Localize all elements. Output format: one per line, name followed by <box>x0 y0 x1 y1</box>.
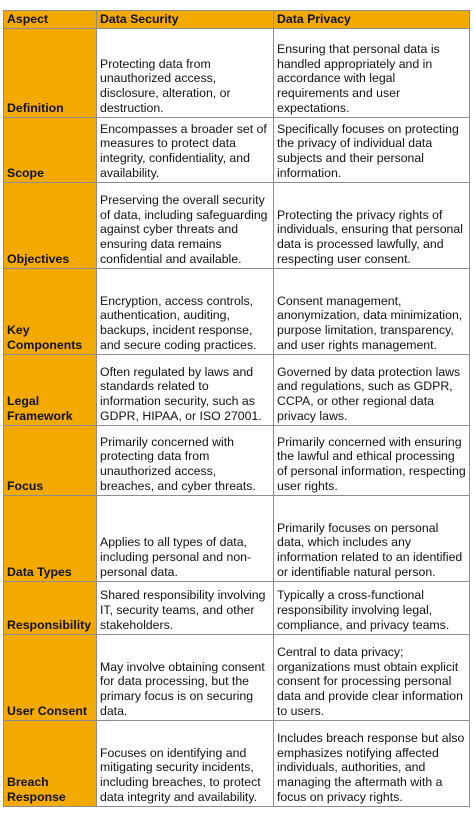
data-privacy-cell: Consent management, anonymization, data minimization, purpose limitation, transparency, and user rights management. <box>274 268 470 354</box>
table-row <box>4 495 470 581</box>
data-security-cell: Shared responsibility involving IT, security teams, and other stakeholders. <box>97 581 274 634</box>
data-privacy-cell: Typically a cross-functional responsibility involving legal, compliance, and privacy teams. <box>274 581 470 634</box>
data-privacy-cell: Primarily concerned with ensuring the lawful and ethical processing of personal information, respecting user rights. <box>274 425 470 495</box>
table-row <box>4 268 470 354</box>
row-aspect-cell: Focus <box>4 425 97 495</box>
row-aspect-cell: Breach Response <box>4 720 97 806</box>
data-privacy-cell: Governed by data protection laws and regulations, such as GDPR, CCPA, or other regional data privacy laws. <box>274 354 470 425</box>
data-security-cell: Protecting data from unauthorized access, disclosure, alteration, or destruction. <box>97 28 274 117</box>
data-privacy-cell: Primarily focuses on personal data, which includes any information related to an identified or identifiable natural person. <box>274 495 470 581</box>
table-row <box>4 28 470 117</box>
comparison-table <box>3 10 470 807</box>
header-aspect: Aspect <box>4 11 97 29</box>
table-row <box>4 720 470 806</box>
data-security-cell: Primarily concerned with protecting data from unauthorized access, breaches, and cyber threats. <box>97 425 274 495</box>
table-row <box>4 425 470 495</box>
data-privacy-cell: Ensuring that personal data is handled appropriately and in accordance with legal requirements and user expectations. <box>274 28 470 117</box>
row-aspect-cell: Scope <box>4 117 97 182</box>
data-privacy-cell: Includes breach response but also emphasizes notifying affected individuals, authorities, and managing the aftermath with a focus on privacy rights. <box>274 720 470 806</box>
table-row <box>4 117 470 182</box>
data-security-cell: Focuses on identifying and mitigating security incidents, including breaches, to protect data integrity and availability. <box>97 720 274 806</box>
table-row <box>4 581 470 634</box>
header-row <box>4 11 470 29</box>
row-aspect-cell: Data Types <box>4 495 97 581</box>
data-security-cell: Often regulated by laws and standards related to information security, such as GDPR, HIPAA, or ISO 27001. <box>97 354 274 425</box>
data-security-cell: Applies to all types of data, including personal and non-personal data. <box>97 495 274 581</box>
data-privacy-cell: Central to data privacy; organizations must obtain explicit consent for processing personal data and provide clear information to users. <box>274 634 470 720</box>
row-aspect-cell: Objectives <box>4 182 97 268</box>
data-security-cell: May involve obtaining consent for data processing, but the primary focus is on securing data. <box>97 634 274 720</box>
data-security-cell: Encompasses a broader set of measures to protect data integrity, confidentiality, and availability. <box>97 117 274 182</box>
data-privacy-cell: Specifically focuses on protecting the privacy of individual data subjects and their personal information. <box>274 117 470 182</box>
table-row <box>4 354 470 425</box>
header-data-security: Data Security <box>97 11 274 29</box>
data-security-cell: Encryption, access controls, authentication, auditing, backups, incident response, and secure coding practices. <box>97 268 274 354</box>
data-privacy-cell: Protecting the privacy rights of individuals, ensuring that personal data is processed lawfully, and respecting user consent. <box>274 182 470 268</box>
row-aspect-cell: Definition <box>4 28 97 117</box>
table-row <box>4 634 470 720</box>
row-aspect-cell: Responsibility <box>4 581 97 634</box>
row-aspect-cell: Key Components <box>4 268 97 354</box>
table-row <box>4 182 470 268</box>
data-security-cell: Preserving the overall security of data, including safeguarding against cyber threats and ensuring data remains confidential and available. <box>97 182 274 268</box>
header-data-privacy: Data Privacy <box>274 11 470 29</box>
row-aspect-cell: Legal Framework <box>4 354 97 425</box>
row-aspect-cell: User Consent <box>4 634 97 720</box>
